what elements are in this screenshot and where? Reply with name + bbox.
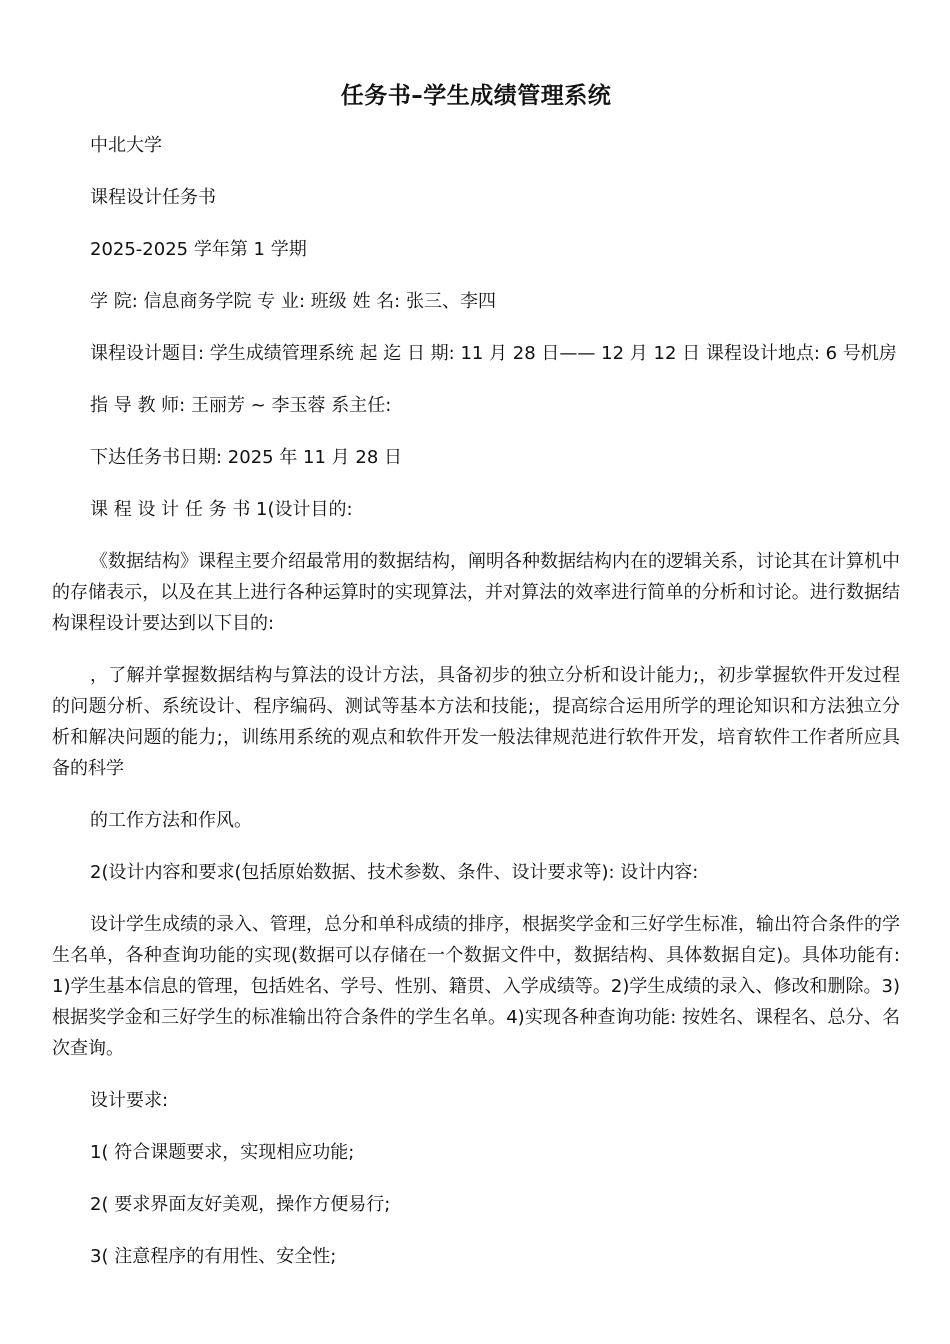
requirement-item: 1( 符合课题要求，实现相应功能; <box>90 1142 355 1163</box>
paragraph-university: 中北大学 <box>90 135 162 156</box>
paragraph-design-content: 设计学生成绩的录入、管理，总分和单科成绩的排序，根据奖学金和三好学生标准，输出符合条件的学生名单，各种查询功能的实现(数据可以存储在一个数据文件中，数据结构、具体数据自定)。具体功能有:1)学生基本信息的管理，包括姓名、学号、性别、籍贯、入学成绩等。2)学生成绩的录入、修改和删除。3)根据奖学金和三好学生的标准输出符合条件的学生名单。4)实现各种查询功能: 按姓名、课程名、总分、名次查询。 <box>52 914 900 1059</box>
paragraph-objectives: ，了解并掌握数据结构与算法的设计方法，具备初步的独立分析和设计能力;，初步掌握软件开发过程的问题分析、系统设计、程序编码、测试等基本方法和技能;，提高综合运用所学的理论知识和方法独立分析和解决问题的能力;，训练用系统的观点和软件开发一般法律规范进行软件开发，培育软件工作者所应具备的科学 <box>52 665 900 779</box>
paragraph-content-heading: 2(设计内容和要求(包括原始数据、技术参数、条件、设计要求等): 设计内容: <box>90 862 699 883</box>
document-title: 任务书–学生成绩管理系统 <box>340 83 612 109</box>
paragraph-project-info: 课程设计题目: 学生成绩管理系统 起 迄 日 期: 11 月 28 日—— 12 月 12 日 课程设计地点: 6 号机房 <box>90 343 897 364</box>
paragraph-work-style: 的工作方法和作风。 <box>90 810 252 831</box>
requirement-item: 2( 要求界面友好美观，操作方便易行; <box>90 1194 391 1215</box>
paragraph-student-info: 学 院: 信息商务学院 专 业: 班级 姓 名: 张三、李四 <box>90 291 496 312</box>
paragraph-semester: 2025-2025 学年第 1 学期 <box>90 239 307 260</box>
paragraph-course-intro: 《数据结构》课程主要介绍最常用的数据结构，阐明各种数据结构内在的逻辑关系，讨论其在计算机中的存储表示，以及在其上进行各种运算时的实现算法，并对算法的效率进行简单的分析和讨论。进行数据结构课程设计要达到以下目的: <box>52 551 900 634</box>
paragraph-issue-date: 下达任务书日期: 2025 年 11 月 28 日 <box>90 447 403 468</box>
paragraph-requirements-heading: 设计要求: <box>90 1090 169 1111</box>
paragraph-purpose-heading: 课 程 设 计 任 务 书 1(设计目的: <box>90 499 353 520</box>
paragraph-task-book: 课程设计任务书 <box>90 187 216 208</box>
requirement-item: 3( 注意程序的有用性、安全性; <box>90 1246 337 1267</box>
paragraph-advisor: 指 导 教 师: 王丽芳 ~ 李玉蓉 系主任: <box>90 395 392 416</box>
